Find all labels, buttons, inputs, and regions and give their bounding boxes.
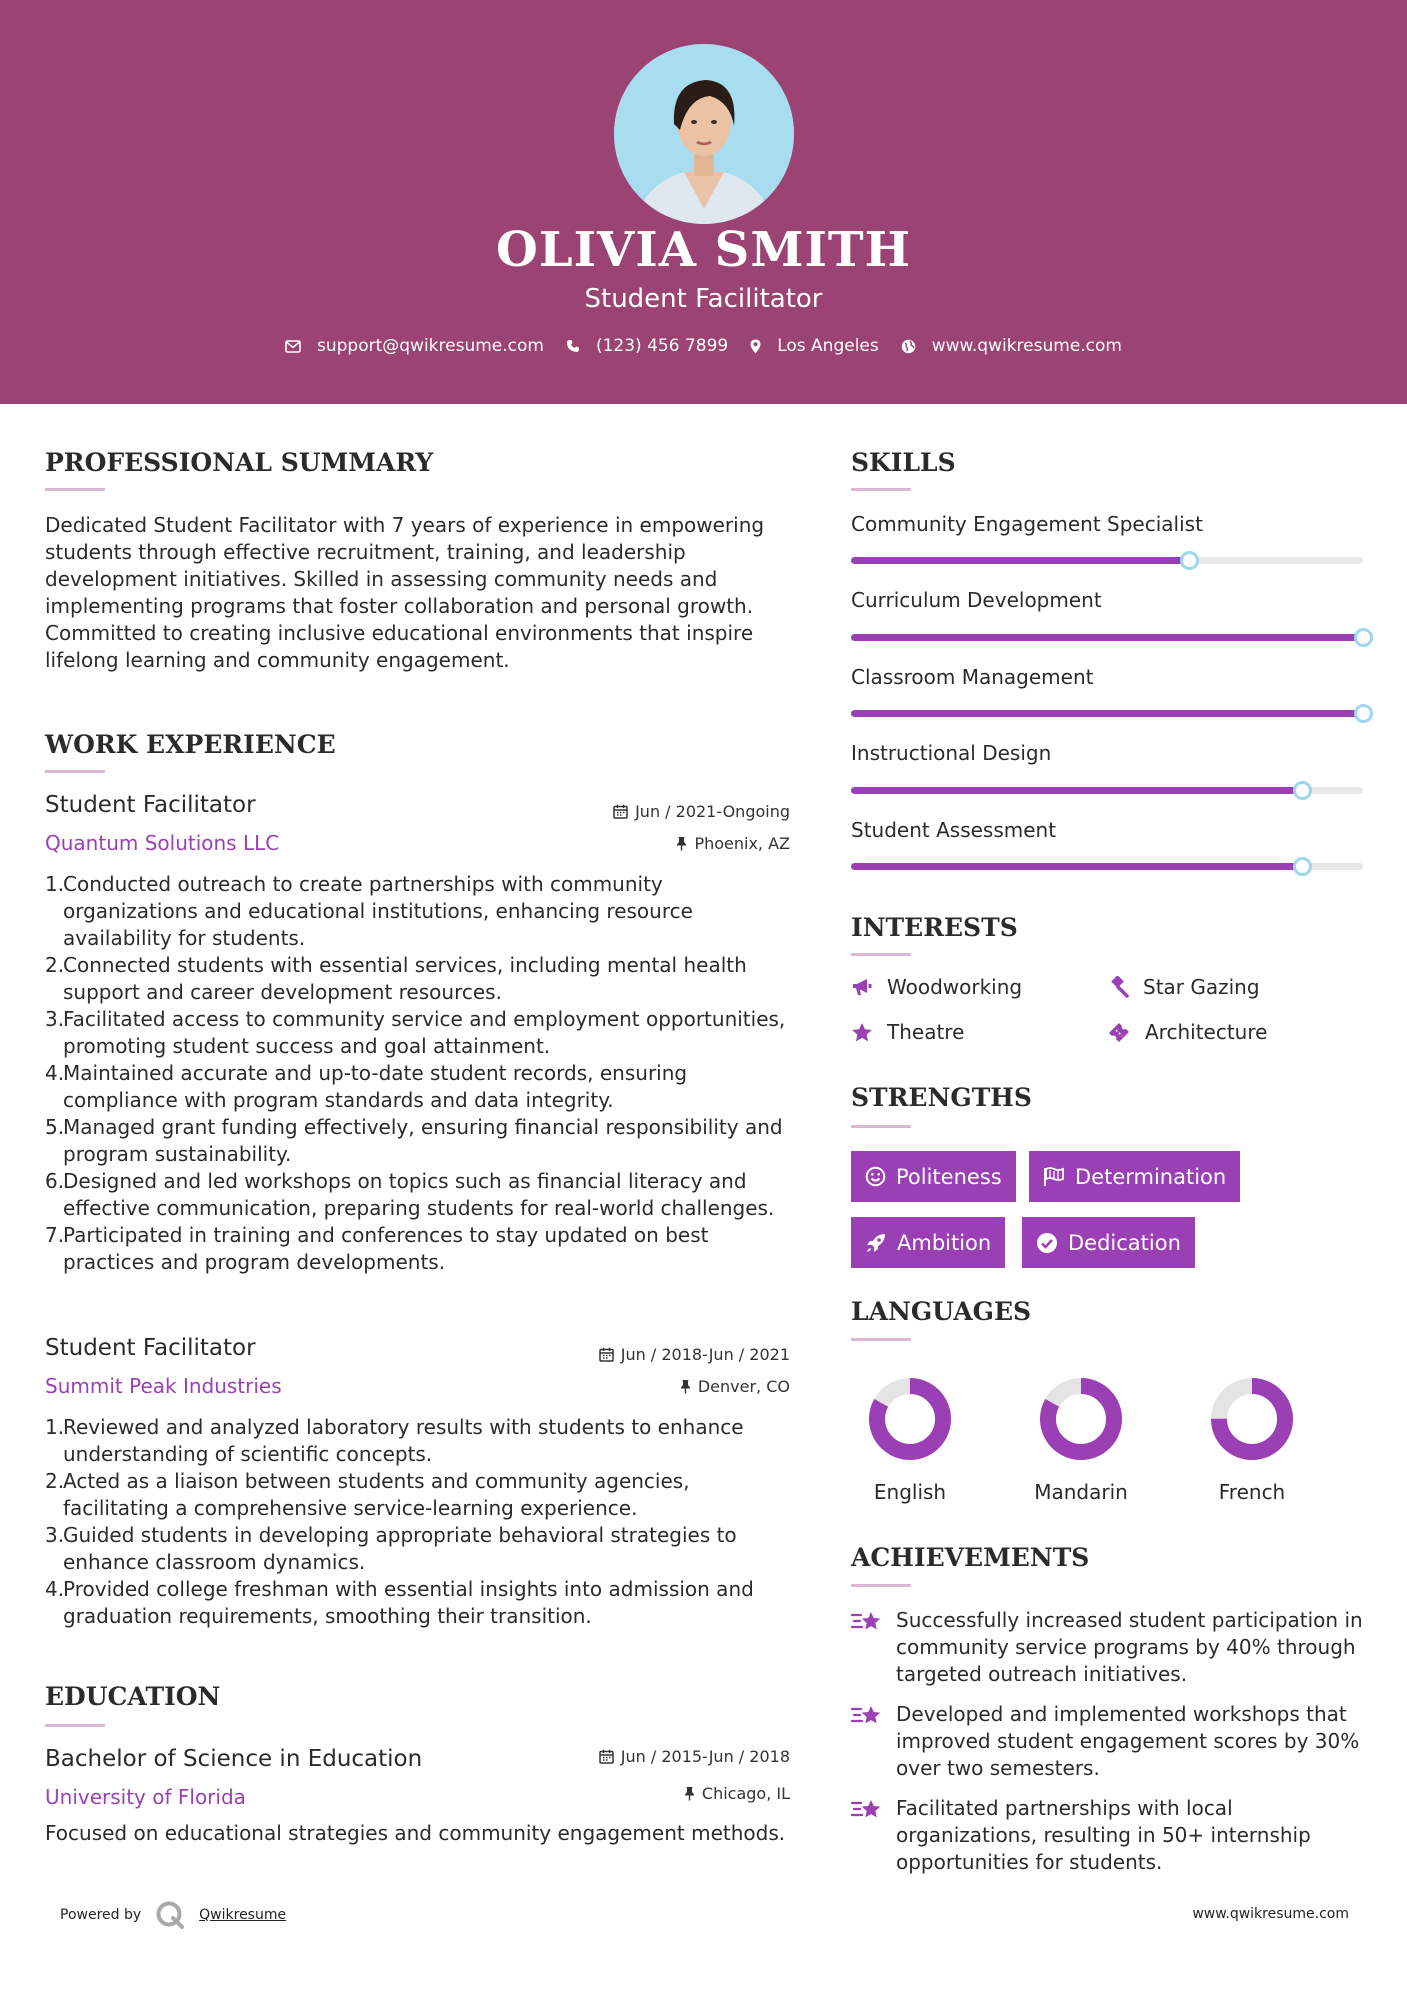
list-item: 5. Managed grant funding effectively, ensuring financial responsibility and program sustainability. [45, 1115, 783, 1166]
list-item: 1. Reviewed and analyzed laboratory results with students to enhance understanding of scientific concepts. [45, 1415, 744, 1466]
interest-label: Theatre [887, 1020, 965, 1044]
skill-2-knob [1354, 628, 1373, 647]
skill-4-bar [851, 787, 1363, 794]
job-2-company: Summit Peak Industries [45, 1374, 282, 1398]
map-pin-icon [750, 339, 761, 354]
list-item: 3. Facilitated access to community service and employment opportunities, promoting student success and goal attainment. [45, 1007, 786, 1058]
pushpin-icon [676, 836, 687, 851]
job-1-date [613, 802, 790, 821]
strengths-heading: STRENGTHS [851, 1083, 1032, 1112]
contact-email[interactable] [285, 336, 544, 356]
interests-heading-underline [851, 953, 911, 956]
strength-dedication [1022, 1217, 1195, 1268]
achievement-text: Successfully increased student participation in community service programs by 40% through targeted outreach initiatives. [896, 1608, 1363, 1686]
contact-location [750, 336, 879, 356]
pushpin-icon [680, 1379, 691, 1394]
list-item: 4. Provided college freshman with essential insights into admission and graduation requirements, smoothing their transition. [45, 1577, 754, 1628]
skill-4-knob [1293, 781, 1312, 800]
interest-architecture [1107, 1020, 1267, 1044]
achievement-text: Developed and implemented workshops that improved student engagement scores by 30% over two semesters. [896, 1702, 1360, 1780]
skill-3-name: Classroom Management [851, 665, 1094, 689]
language-name-french: French [1218, 1480, 1286, 1504]
skill-1-name: Community Engagement Specialist [851, 512, 1203, 536]
contact-phone[interactable] [566, 336, 728, 356]
job-2-location [680, 1377, 790, 1396]
skill-4-fill [851, 787, 1302, 794]
achievements-heading: ACHIEVEMENTS [851, 1543, 1090, 1572]
skill-2-name: Curriculum Development [851, 588, 1102, 612]
envelope-icon [285, 340, 301, 353]
language-name-mandarin: Mandarin [1034, 1480, 1128, 1504]
calendar-icon [613, 804, 628, 819]
interest-theatre [851, 1020, 964, 1044]
megaphone-icon [851, 977, 873, 997]
person-avatar-icon [614, 44, 794, 224]
skill-5-knob [1293, 857, 1312, 876]
ticket-icon [1107, 1021, 1131, 1043]
skill-2-bar [851, 634, 1363, 641]
gavel-icon [1107, 976, 1129, 998]
education-description: Focused on educational strategies and community engagement methods. [45, 1821, 786, 1845]
skills-heading: SKILLS [851, 448, 956, 477]
skill-5-bar [851, 863, 1363, 870]
contact-bar [0, 336, 1407, 356]
experience-heading: WORK EXPERIENCE [45, 730, 336, 759]
languages-heading: LANGUAGES [851, 1297, 1032, 1326]
contact-website[interactable] [901, 336, 1122, 356]
skill-1-bar [851, 557, 1363, 564]
resume-header [0, 0, 1407, 404]
star-icon [851, 1022, 873, 1043]
achievements-heading-underline [851, 1584, 911, 1587]
achievement-text: Facilitated partnerships with local organizations, resulting in 50+ internship opportunities for students. [896, 1796, 1311, 1874]
pushpin-icon [684, 1786, 695, 1801]
list-item: 6. Designed and led workshops on topics such as financial literacy and effective communication, preparing students for real-world challenges. [45, 1169, 775, 1220]
job-1-location-text: Phoenix, AZ [694, 834, 790, 853]
check-circle-icon [1036, 1232, 1058, 1254]
job-2-location-text: Denver, CO [697, 1377, 790, 1396]
contact-phone-text: (123) 456 7899 [595, 336, 729, 356]
skill-3-knob [1354, 704, 1373, 723]
job-2-responsibilities [45, 1414, 790, 1630]
interests-heading: INTERESTS [851, 913, 1018, 942]
strength-label: Dedication [1068, 1230, 1181, 1255]
list-item: 1. Conducted outreach to create partnerships with community organizations and educational institutions, enhancing resource availability for students. [45, 872, 693, 950]
job-1-company: Quantum Solutions LLC [45, 831, 280, 855]
language-ring-english [868, 1377, 952, 1461]
skill-3-bar [851, 710, 1363, 717]
strength-label: Ambition [897, 1230, 992, 1255]
language-ring-french [1210, 1377, 1294, 1461]
strength-politeness [851, 1151, 1016, 1202]
summary-heading-underline [45, 488, 105, 491]
job-1-date-text: Jun / 2021-Ongoing [635, 802, 790, 821]
language-name-english: English [873, 1480, 947, 1504]
job-1-responsibilities [45, 871, 790, 1276]
job-1-title: Student Facilitator [45, 792, 256, 818]
summary-text: Dedicated Student Facilitator with 7 years of experience in empowering students through effective recruitment, training, and leadership development initiatives. Skilled in assessing community needs and implementing programs that foster collaboration and personal growth. Committed to creating inclusive educational environments that inspire lifelong learning and community engagement. [45, 513, 765, 672]
job-1-location [676, 834, 790, 853]
interest-woodworking [851, 975, 1022, 999]
skill-5-fill [851, 863, 1302, 870]
skill-2-fill [851, 634, 1363, 641]
skill-4-name: Instructional Design [851, 741, 1052, 765]
interest-star-gazing [1107, 975, 1260, 999]
skill-1-knob [1180, 551, 1199, 570]
candidate-name: OLIVIA SMITH [496, 222, 911, 278]
job-2-title: Student Facilitator [45, 1335, 256, 1361]
list-item: 4. Maintained accurate and up-to-date student records, ensuring compliance with program standards and data integrity. [45, 1061, 688, 1112]
powered-by-label: Powered by [60, 1907, 142, 1923]
strength-determination [1029, 1151, 1240, 1202]
education-heading-underline [45, 1724, 105, 1727]
rocket-icon [865, 1232, 887, 1254]
skill-1-fill [851, 557, 1189, 564]
phone-icon [566, 339, 580, 353]
summary-heading: PROFESSIONAL SUMMARY [45, 448, 434, 477]
job-2-date [599, 1345, 790, 1364]
strength-ambition [851, 1217, 1005, 1268]
globe-icon [901, 339, 916, 354]
shooting-star-icon [851, 1797, 885, 1825]
education-location [684, 1784, 790, 1803]
strength-label: Determination [1075, 1164, 1227, 1189]
contact-email-text: support@qwikresume.com [317, 336, 544, 356]
education-date [599, 1747, 790, 1766]
shooting-star-icon [851, 1703, 885, 1731]
flag-icon [1043, 1167, 1065, 1187]
strength-label: Politeness [896, 1164, 1002, 1189]
shooting-star-icon [851, 1609, 885, 1637]
list-item: 7. Participated in training and conferences to stay updated on best practices and program developments. [45, 1223, 709, 1274]
skills-heading-underline [851, 488, 911, 491]
list-item: 2. Connected students with essential services, including mental health support and career development resources. [45, 953, 747, 1004]
skill-3-fill [851, 710, 1363, 717]
interest-label: Architecture [1145, 1020, 1268, 1044]
education-date-text: Jun / 2015-Jun / 2018 [620, 1747, 790, 1766]
list-item: 2. Acted as a liaison between students and community agencies, facilitating a comprehensive service-learning experience. [45, 1469, 690, 1520]
qwikresume-link[interactable]: Qwikresume [199, 1907, 287, 1923]
list-item: 3. Guided students in developing appropriate behavioral strategies to enhance classroom dynamics. [45, 1523, 737, 1574]
footer-website[interactable]: www.qwikresume.com [1192, 1906, 1349, 1922]
calendar-icon [599, 1347, 614, 1362]
languages-heading-underline [851, 1338, 911, 1341]
powered-by [60, 1900, 286, 1930]
experience-heading-underline [45, 770, 105, 773]
contact-website-text: www.qwikresume.com [931, 336, 1122, 356]
skill-5-name: Student Assessment [851, 818, 1057, 842]
education-degree: Bachelor of Science in Education [45, 1746, 423, 1772]
profile-photo [614, 44, 794, 224]
strengths-heading-underline [851, 1125, 911, 1128]
education-location-text: Chicago, IL [701, 1784, 790, 1803]
education-school: University of Florida [45, 1785, 246, 1809]
candidate-role: Student Facilitator [584, 284, 823, 314]
qwikresume-logo-icon [155, 1900, 185, 1930]
language-ring-mandarin [1039, 1377, 1123, 1461]
smile-icon [865, 1166, 886, 1187]
interest-label: Woodworking [887, 975, 1023, 999]
calendar-icon [599, 1749, 614, 1764]
education-heading: EDUCATION [45, 1682, 221, 1711]
job-2-date-text: Jun / 2018-Jun / 2021 [620, 1345, 790, 1364]
contact-location-text: Los Angeles [777, 336, 879, 356]
interest-label: Star Gazing [1143, 975, 1260, 999]
